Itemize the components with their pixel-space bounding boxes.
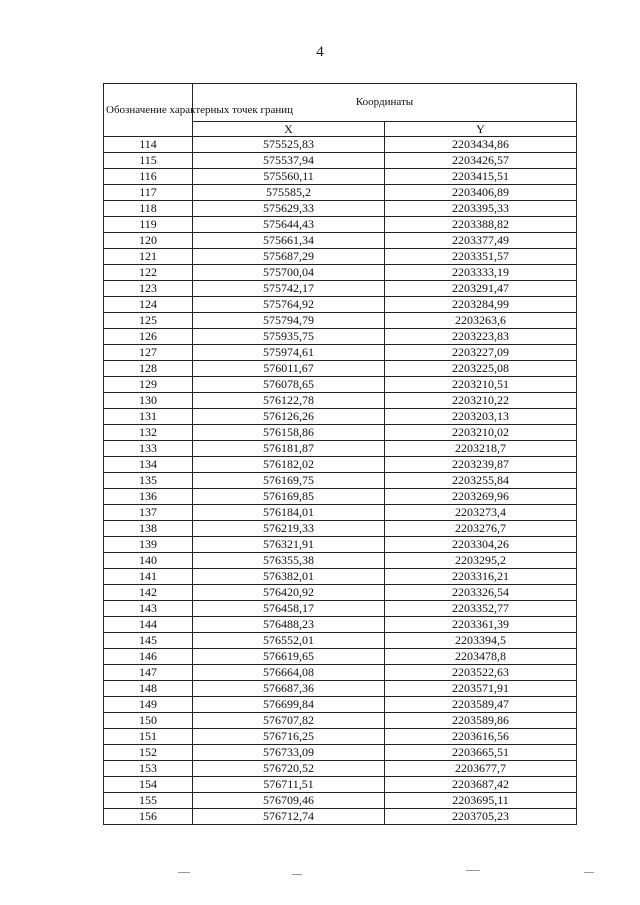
cell-x: 576219,33 <box>193 521 385 537</box>
cell-point: 155 <box>104 793 193 809</box>
cell-y: 2203304,26 <box>385 537 577 553</box>
cell-point: 127 <box>104 345 193 361</box>
cell-y: 2203571,91 <box>385 681 577 697</box>
table-row <box>104 569 577 585</box>
cell-x: 575742,17 <box>193 281 385 297</box>
cell-y: 2203351,57 <box>385 249 577 265</box>
cell-y: 2203218,7 <box>385 441 577 457</box>
scan-mark <box>292 874 302 875</box>
cell-point: 156 <box>104 809 193 825</box>
cell-point: 135 <box>104 473 193 489</box>
cell-y: 2203616,56 <box>385 729 577 745</box>
cell-x: 575974,61 <box>193 345 385 361</box>
cell-y: 2203291,47 <box>385 281 577 297</box>
cell-point: 124 <box>104 297 193 313</box>
cell-x: 576664,08 <box>193 665 385 681</box>
cell-x: 576078,65 <box>193 377 385 393</box>
table-row <box>104 153 577 169</box>
table-row <box>104 281 577 297</box>
scan-mark <box>584 872 594 873</box>
cell-point: 147 <box>104 665 193 681</box>
cell-x: 575794,79 <box>193 313 385 329</box>
cell-x: 576158,86 <box>193 425 385 441</box>
cell-x: 576687,36 <box>193 681 385 697</box>
table-row <box>104 377 577 393</box>
cell-point: 151 <box>104 729 193 745</box>
cell-point: 125 <box>104 313 193 329</box>
cell-y: 2203210,51 <box>385 377 577 393</box>
table-row <box>104 169 577 185</box>
cell-point: 116 <box>104 169 193 185</box>
cell-y: 2203406,89 <box>385 185 577 201</box>
cell-y: 2203478,8 <box>385 649 577 665</box>
cell-y: 2203361,39 <box>385 617 577 633</box>
table-row <box>104 777 577 793</box>
cell-x: 575560,11 <box>193 169 385 185</box>
table-row <box>104 505 577 521</box>
table-row <box>104 249 577 265</box>
cell-y: 2203395,33 <box>385 201 577 217</box>
header-y: Y <box>385 122 577 137</box>
cell-x: 576458,17 <box>193 601 385 617</box>
table-row <box>104 329 577 345</box>
cell-point: 144 <box>104 617 193 633</box>
cell-point: 148 <box>104 681 193 697</box>
cell-point: 123 <box>104 281 193 297</box>
cell-point: 133 <box>104 441 193 457</box>
table-row <box>104 201 577 217</box>
table-row <box>104 729 577 745</box>
header-row <box>104 84 577 122</box>
table-row <box>104 473 577 489</box>
cell-y: 2203377,49 <box>385 233 577 249</box>
cell-point: 128 <box>104 361 193 377</box>
header-coordinates: Координаты <box>193 84 577 122</box>
cell-y: 2203352,77 <box>385 601 577 617</box>
cell-y: 2203426,57 <box>385 153 577 169</box>
cell-point: 154 <box>104 777 193 793</box>
cell-x: 576181,87 <box>193 441 385 457</box>
cell-point: 131 <box>104 409 193 425</box>
table-row <box>104 441 577 457</box>
table-row <box>104 697 577 713</box>
table-row <box>104 393 577 409</box>
cell-point: 129 <box>104 377 193 393</box>
cell-x: 575661,34 <box>193 233 385 249</box>
cell-x: 576122,78 <box>193 393 385 409</box>
cell-y: 2203223,83 <box>385 329 577 345</box>
cell-y: 2203284,99 <box>385 297 577 313</box>
table-row <box>104 649 577 665</box>
cell-y: 2203333,19 <box>385 265 577 281</box>
cell-point: 114 <box>104 137 193 153</box>
cell-x: 576169,85 <box>193 489 385 505</box>
cell-y: 2203434,86 <box>385 137 577 153</box>
cell-y: 2203589,47 <box>385 697 577 713</box>
cell-x: 576552,01 <box>193 633 385 649</box>
cell-y: 2203415,51 <box>385 169 577 185</box>
cell-y: 2203255,84 <box>385 473 577 489</box>
table-header <box>104 84 577 137</box>
cell-x: 576699,84 <box>193 697 385 713</box>
table-row <box>104 585 577 601</box>
cell-y: 2203695,11 <box>385 793 577 809</box>
cell-point: 119 <box>104 217 193 233</box>
cell-x: 576184,01 <box>193 505 385 521</box>
cell-point: 150 <box>104 713 193 729</box>
cell-point: 146 <box>104 649 193 665</box>
cell-point: 149 <box>104 697 193 713</box>
table-row <box>104 409 577 425</box>
table-row <box>104 345 577 361</box>
cell-point: 138 <box>104 521 193 537</box>
cell-x: 576733,09 <box>193 745 385 761</box>
table-row <box>104 457 577 473</box>
cell-point: 118 <box>104 201 193 217</box>
cell-point: 136 <box>104 489 193 505</box>
table-row <box>104 761 577 777</box>
table-row <box>104 793 577 809</box>
cell-x: 575935,75 <box>193 329 385 345</box>
cell-x: 576126,26 <box>193 409 385 425</box>
cell-x: 576716,25 <box>193 729 385 745</box>
cell-point: 145 <box>104 633 193 649</box>
table-row <box>104 185 577 201</box>
table-row <box>104 713 577 729</box>
cell-y: 2203316,21 <box>385 569 577 585</box>
header-x: X <box>193 122 385 137</box>
cell-point: 153 <box>104 761 193 777</box>
cell-y: 2203263,6 <box>385 313 577 329</box>
header-point-label: Обозначение характерных точек границ <box>104 84 193 137</box>
cell-y: 2203687,42 <box>385 777 577 793</box>
cell-point: 152 <box>104 745 193 761</box>
cell-y: 2203705,23 <box>385 809 577 825</box>
table-row <box>104 297 577 313</box>
cell-y: 2203273,4 <box>385 505 577 521</box>
cell-x: 575537,94 <box>193 153 385 169</box>
cell-y: 2203210,02 <box>385 425 577 441</box>
table-row <box>104 137 577 153</box>
cell-point: 139 <box>104 537 193 553</box>
table-row <box>104 745 577 761</box>
scan-mark <box>466 870 480 871</box>
cell-y: 2203522,63 <box>385 665 577 681</box>
cell-y: 2203239,87 <box>385 457 577 473</box>
cell-x: 575764,92 <box>193 297 385 313</box>
scan-mark <box>178 872 190 873</box>
cell-y: 2203589,86 <box>385 713 577 729</box>
table-row <box>104 425 577 441</box>
cell-x: 576382,01 <box>193 569 385 585</box>
cell-y: 2203295,2 <box>385 553 577 569</box>
cell-point: 137 <box>104 505 193 521</box>
cell-x: 576488,23 <box>193 617 385 633</box>
cell-x: 576711,51 <box>193 777 385 793</box>
cell-point: 130 <box>104 393 193 409</box>
cell-point: 115 <box>104 153 193 169</box>
cell-x: 575644,43 <box>193 217 385 233</box>
cell-y: 2203394,5 <box>385 633 577 649</box>
cell-y: 2203388,82 <box>385 217 577 233</box>
table-row <box>104 217 577 233</box>
cell-point: 122 <box>104 265 193 281</box>
table-row <box>104 489 577 505</box>
table-row <box>104 681 577 697</box>
cell-point: 141 <box>104 569 193 585</box>
cell-x: 576709,46 <box>193 793 385 809</box>
cell-point: 140 <box>104 553 193 569</box>
cell-x: 575585,2 <box>193 185 385 201</box>
cell-point: 142 <box>104 585 193 601</box>
cell-x: 576619,65 <box>193 649 385 665</box>
table-row <box>104 553 577 569</box>
table-row <box>104 537 577 553</box>
table-body <box>104 137 577 825</box>
cell-y: 2203326,54 <box>385 585 577 601</box>
cell-x: 576321,91 <box>193 537 385 553</box>
cell-point: 121 <box>104 249 193 265</box>
cell-y: 2203225,08 <box>385 361 577 377</box>
cell-x: 576182,02 <box>193 457 385 473</box>
table-row <box>104 521 577 537</box>
table-row <box>104 313 577 329</box>
cell-x: 575629,33 <box>193 201 385 217</box>
cell-y: 2203203,13 <box>385 409 577 425</box>
cell-point: 132 <box>104 425 193 441</box>
cell-x: 576712,74 <box>193 809 385 825</box>
cell-x: 576169,75 <box>193 473 385 489</box>
table-row <box>104 361 577 377</box>
cell-y: 2203210,22 <box>385 393 577 409</box>
cell-x: 575525,83 <box>193 137 385 153</box>
coordinates-table <box>103 83 577 825</box>
cell-x: 575687,29 <box>193 249 385 265</box>
table-row <box>104 809 577 825</box>
cell-y: 2203677,7 <box>385 761 577 777</box>
cell-x: 575700,04 <box>193 265 385 281</box>
cell-y: 2203227,09 <box>385 345 577 361</box>
cell-point: 134 <box>104 457 193 473</box>
cell-point: 117 <box>104 185 193 201</box>
cell-point: 120 <box>104 233 193 249</box>
cell-x: 576720,52 <box>193 761 385 777</box>
table-row <box>104 665 577 681</box>
table-row <box>104 233 577 249</box>
page-number: 4 <box>316 44 324 60</box>
table-row <box>104 617 577 633</box>
cell-y: 2203269,96 <box>385 489 577 505</box>
cell-x: 576707,82 <box>193 713 385 729</box>
table-row <box>104 633 577 649</box>
cell-x: 576011,67 <box>193 361 385 377</box>
cell-point: 143 <box>104 601 193 617</box>
cell-x: 576420,92 <box>193 585 385 601</box>
cell-y: 2203276,7 <box>385 521 577 537</box>
table-row <box>104 265 577 281</box>
cell-y: 2203665,51 <box>385 745 577 761</box>
table-row <box>104 601 577 617</box>
cell-x: 576355,38 <box>193 553 385 569</box>
cell-point: 126 <box>104 329 193 345</box>
